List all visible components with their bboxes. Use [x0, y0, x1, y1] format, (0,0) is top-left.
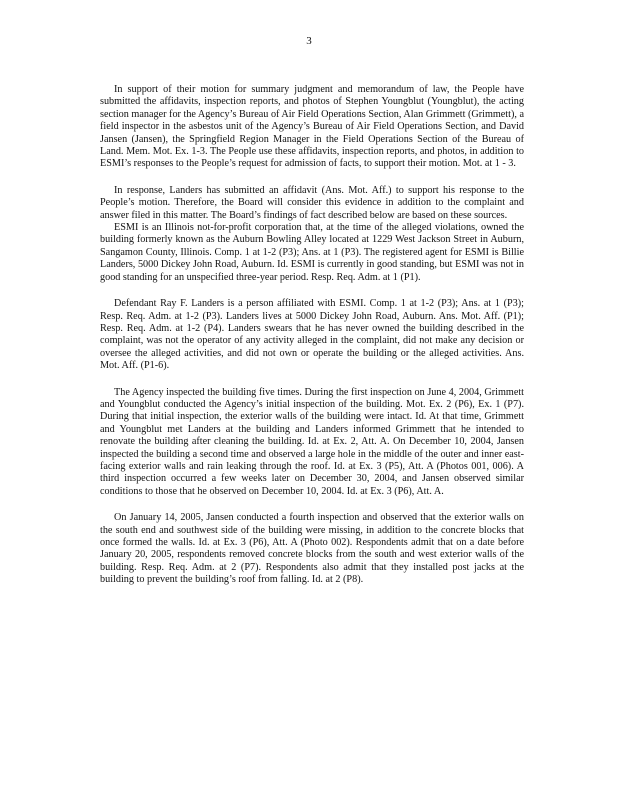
document-body: [100, 84, 524, 601]
paragraph-esmi-facts: ESMI is an Illinois not-for-profit corporation that, at the time of the alleged violations, owned the building formerly known as the Auburn Bowling Alley located at 1229 West Jackson Street in Auburn, Sangamon County, Illinois. Comp. 1 at 1-2 (P3); Ans. at 1 (P3). The registered agent for ESMI is Billie Landers, 5000 Dickey John Road, Auburn. Id. ESMI is currently in good standing, but ESMI was not in good standing for an unspecified three-year period. Resp. Req. Adm. at 1 (P1).: [100, 222, 524, 283]
paragraph-evidence-submitted: In support of their motion for summary judgment and memorandum of law, the People have submitted the affidavits, inspection reports, and photos of Stephen Youngblut (Youngblut), the acting section manager for the Agency’s Bureau of Air Field Operations Section, Alan Grimmett (Grimmett), a field inspector in the asbestos unit of the Agency’s Bureau of Air Field Operations Section, and David Jansen (Jansen), the Springfield Region Manager in the Field Operations Section of the Bureau of Land. Mem. Mot. Ex. 1-3. The People use these affidavits, inspection reports, and photos, in addition to ESMI’s responses to the People’s request for admission of facts, to support their motion. Mot. at 1 - 3.: [100, 84, 524, 170]
page-number: 3: [306, 35, 312, 47]
paragraph-agency-inspections: The Agency inspected the building five times. During the first inspection on June 4, 2004, Grimmett and Youngblut conducted the Agency’s initial inspection of the building. Mot. Ex. 2 (P6), Ex. 1 (P7). During that initial inspection, the exterior walls of the building were intact. Id. At that time, Grimmett and Youngblut met Landers at the building and Landers informed Grimmett that he intended to renovate the building after cleaning the building. Id. at Ex. 2, Att. A. On December 10, 2004, Jansen inspected the building a second time and observed a large hole in the middle of the outer and inner east-facing exterior walls and rain leaking through the roof. Id. at Ex. 3 (P5), Att. A (Photos 001, 006). A third inspection occurred a few weeks later on December 30, 2004, and Jansen observed similar conditions to those that he observed on December 10, 2004. Id. at Ex. 3 (P6), Att. A.: [100, 386, 524, 497]
paragraph-fourth-inspection: On January 14, 2005, Jansen conducted a fourth inspection and observed that the exterior walls on the south end and southwest side of the building were missing, in addition to the concrete blocks that once formed the walls. Id. at Ex. 3 (P6), Att. A (Photo 002). Respondents admit that on a date before January 20, 2005, respondents removed concrete blocks from the south and west exterior walls of the building. Resp. Req. Adm. at 2 (P7). Respondents also admit that they installed post jacks at the building to prevent the building’s roof from falling. Id. at 2 (P8).: [100, 512, 524, 586]
paragraph-defendant-landers: Defendant Ray F. Landers is a person affiliated with ESMI. Comp. 1 at 1-2 (P3); Ans. at 1 (P3); Resp. Req. Adm. at 1-2 (P3). Landers lives at 5000 Dickey John Road, Auburn. Ans. Mot. Aff. (P1); Resp. Req. Adm. at 1-2 (P4). Landers swears that he has never owned the building described in the complaint, was not the operator of any activity alleged in the complaint, did not make any decision or oversee the alleged activities, and did not own or operate the building or the alleged activities. Ans. Mot. Aff. (P1-6).: [100, 298, 524, 372]
paragraph-landers-response: In response, Landers has submitted an affidavit (Ans. Mot. Aff.) to support his response to the People’s motion. Therefore, the Board will consider this evidence in addition to the complaint and answer filed in this matter. The Board’s findings of fact described below are based on these sources.: [100, 184, 524, 221]
